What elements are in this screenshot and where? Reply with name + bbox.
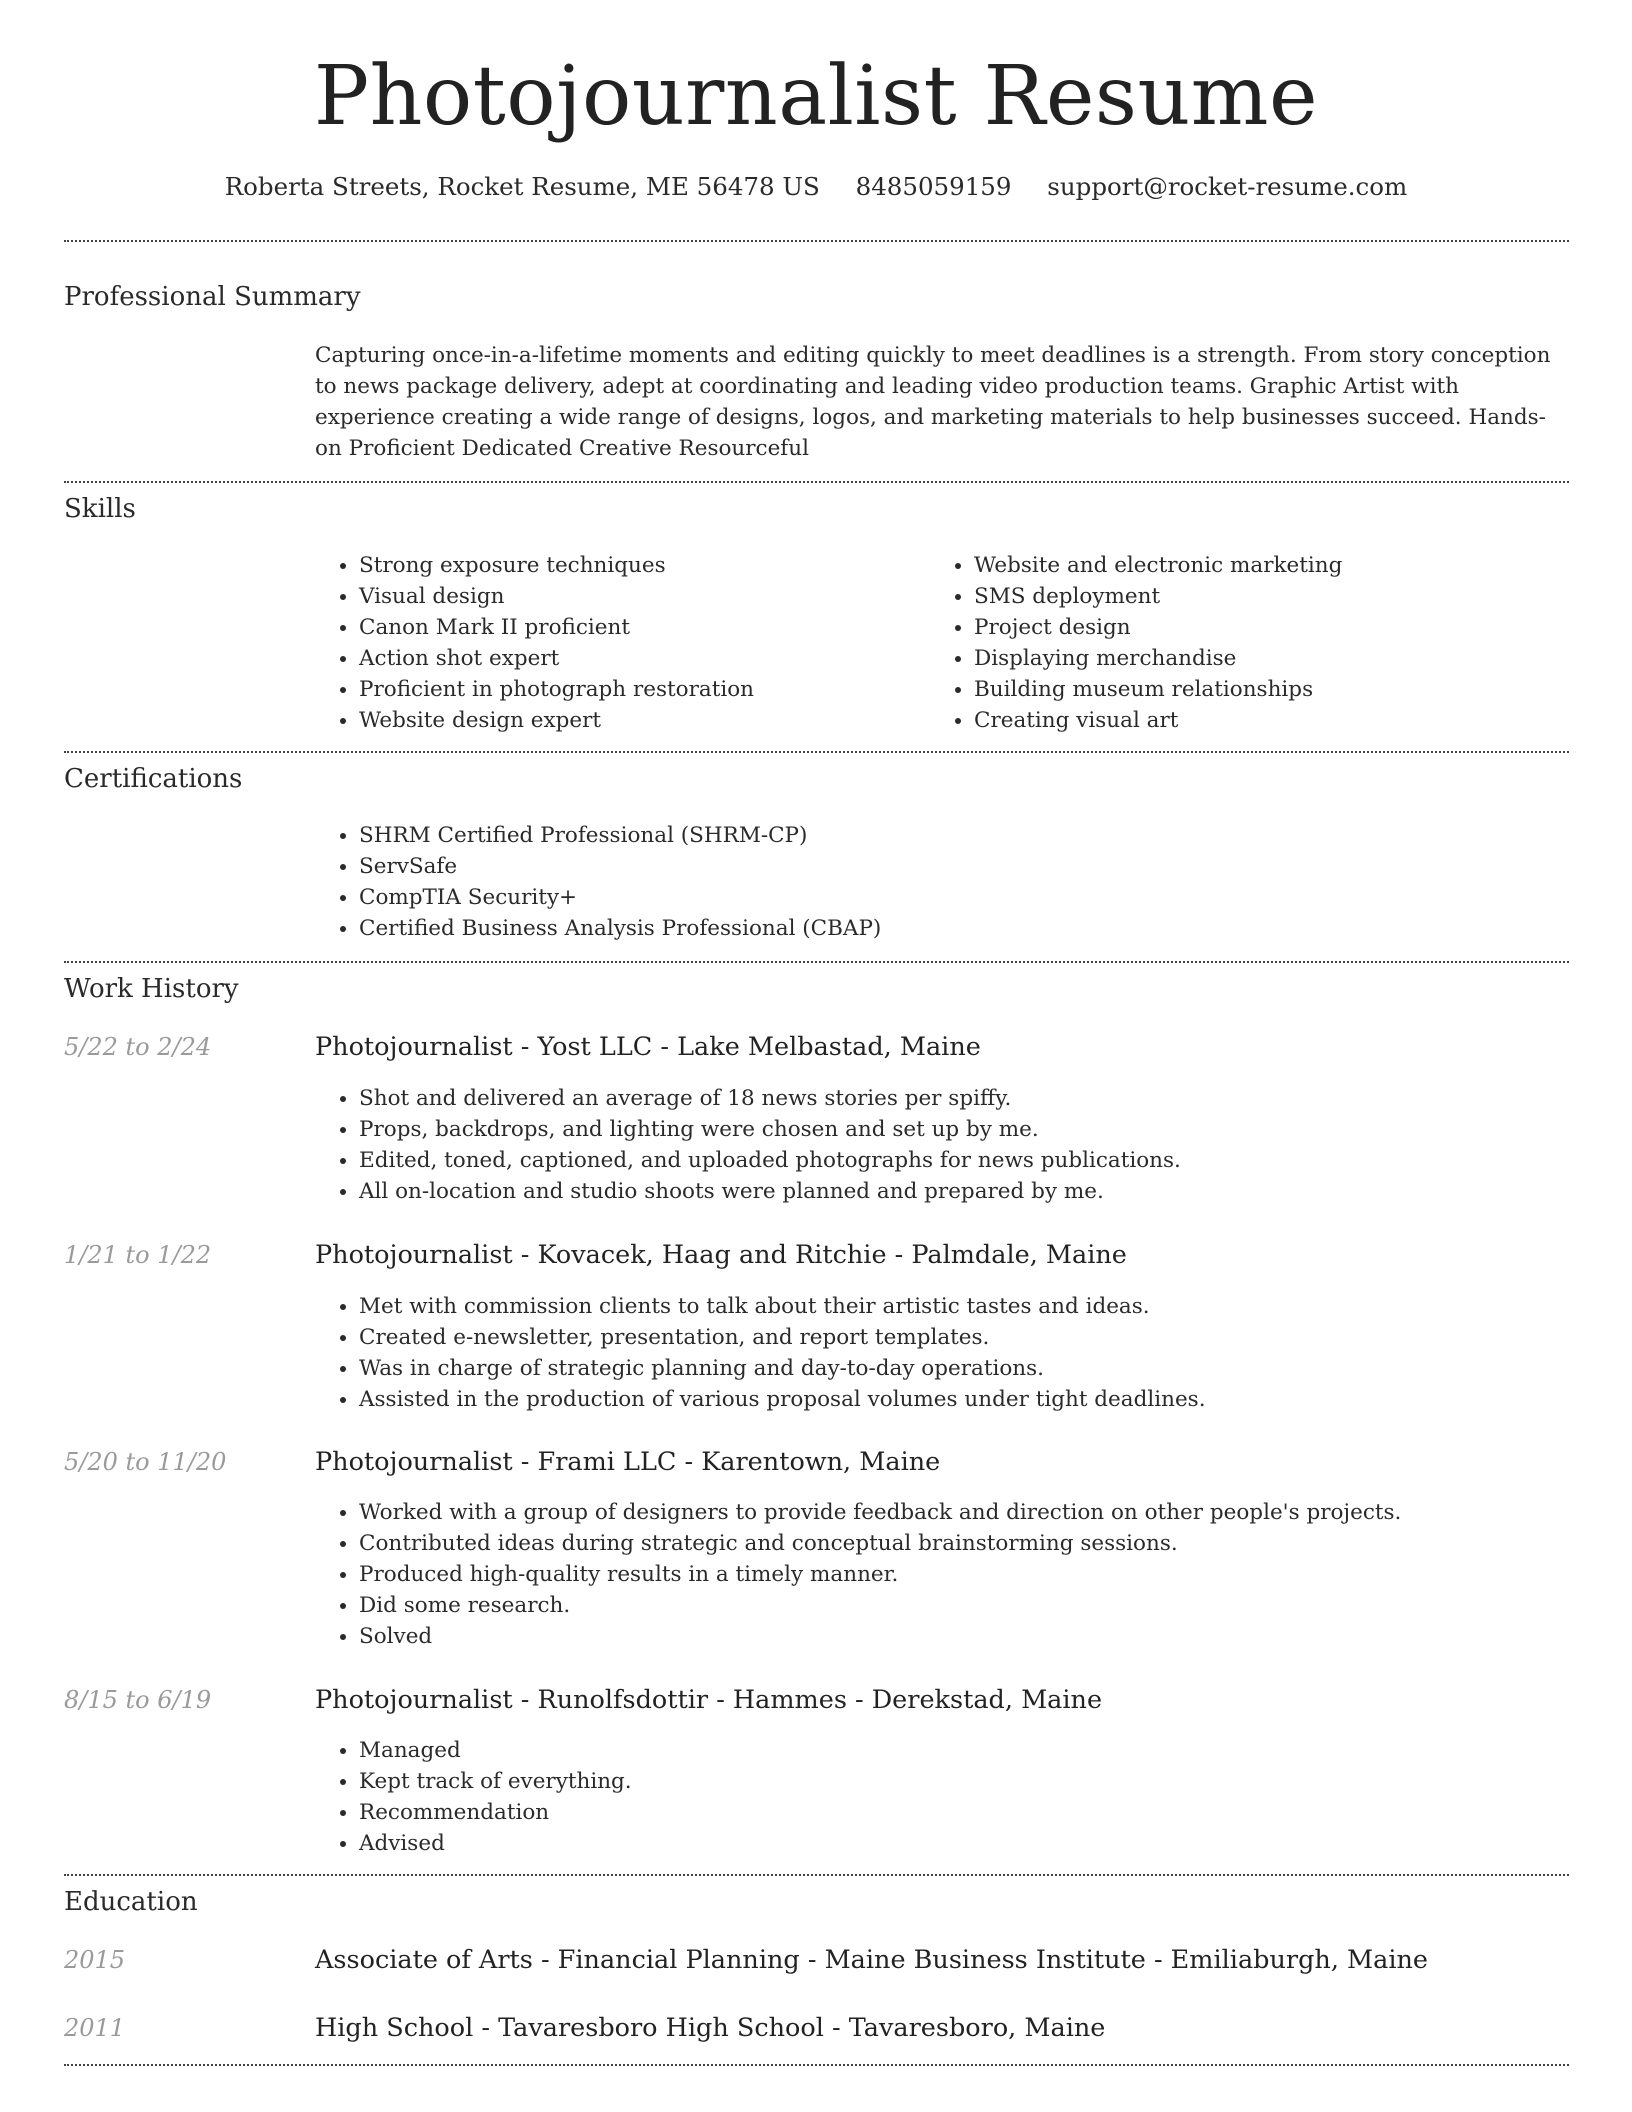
job-bullets bbox=[315, 1497, 1609, 1652]
list-item: • Met with commission clients to talk about their artistic tastes and ideas. bbox=[359, 1291, 1609, 1322]
divider bbox=[64, 1874, 1569, 1876]
list-item: • Building museum relationships bbox=[974, 674, 1574, 705]
list-item: • Managed bbox=[359, 1735, 1609, 1766]
list-item: • Was in charge of strategic planning and day-to-day operations. bbox=[359, 1353, 1609, 1384]
list-item: • Website design expert bbox=[359, 705, 919, 736]
certifications-list bbox=[315, 820, 1559, 944]
job-title: Photojournalist - Yost LLC - Lake Melbastad, Maine bbox=[315, 1032, 981, 1062]
job-title: Photojournalist - Frami LLC - Karentown, Maine bbox=[315, 1447, 941, 1477]
work-heading: Work History bbox=[64, 974, 239, 1004]
divider bbox=[64, 751, 1569, 753]
education-year: 2015 bbox=[64, 1946, 126, 1974]
certifications-heading: Certifications bbox=[64, 764, 243, 794]
divider bbox=[64, 240, 1569, 242]
job-date: 1/21 to 1/22 bbox=[64, 1241, 212, 1269]
contact-phone: 8485059159 bbox=[855, 172, 1012, 201]
list-item: • Edited, toned, captioned, and uploaded photographs for news publications. bbox=[359, 1145, 1609, 1176]
job-bullets bbox=[315, 1083, 1609, 1207]
list-item: • Did some research. bbox=[359, 1590, 1609, 1621]
skills-list-right bbox=[930, 550, 1574, 736]
job-bullets bbox=[315, 1735, 1609, 1859]
list-item: • Website and electronic marketing bbox=[974, 550, 1574, 581]
list-item: • Displaying merchandise bbox=[974, 643, 1574, 674]
job-title: Photojournalist - Kovacek, Haag and Ritchie - Palmdale, Maine bbox=[315, 1240, 1127, 1270]
list-item: • Worked with a group of designers to provide feedback and direction on other people's projects. bbox=[359, 1497, 1609, 1528]
list-item: • Shot and delivered an average of 18 news stories per spiffy. bbox=[359, 1083, 1609, 1114]
list-item: • Visual design bbox=[359, 581, 919, 612]
divider bbox=[64, 2064, 1569, 2066]
job-title: Photojournalist - Runolfsdottir - Hammes - Derekstad, Maine bbox=[315, 1685, 1103, 1715]
list-item: • Canon Mark II proficient bbox=[359, 612, 919, 643]
education-heading: Education bbox=[64, 1887, 198, 1917]
education-title: Associate of Arts - Financial Planning - Maine Business Institute - Emiliaburgh, Maine bbox=[315, 1945, 1429, 1975]
list-item: • Solved bbox=[359, 1621, 1609, 1652]
education-year: 2011 bbox=[64, 2014, 126, 2042]
divider bbox=[64, 961, 1569, 963]
list-item: • Strong exposure techniques bbox=[359, 550, 919, 581]
list-item: • SHRM Certified Professional (SHRM-CP) bbox=[359, 820, 1559, 851]
contact-line bbox=[0, 172, 1632, 201]
list-item: • Proficient in photograph restoration bbox=[359, 674, 919, 705]
list-item: • Certified Business Analysis Professional (CBAP) bbox=[359, 913, 1559, 944]
page-title: Photojournalist Resume bbox=[313, 49, 1319, 144]
list-item: • Project design bbox=[974, 612, 1574, 643]
list-item: • Created e-newsletter, presentation, and report templates. bbox=[359, 1322, 1609, 1353]
job-date: 8/15 to 6/19 bbox=[64, 1686, 212, 1714]
summary-heading: Professional Summary bbox=[64, 282, 361, 312]
list-item: • Recommendation bbox=[359, 1797, 1609, 1828]
list-item: • Action shot expert bbox=[359, 643, 919, 674]
list-item: • Assisted in the production of various proposal volumes under tight deadlines. bbox=[359, 1384, 1609, 1415]
divider bbox=[64, 481, 1569, 483]
list-item: • All on-location and studio shoots were planned and prepared by me. bbox=[359, 1176, 1609, 1207]
list-item: • CompTIA Security+ bbox=[359, 882, 1559, 913]
list-item: • Props, backdrops, and lighting were chosen and set up by me. bbox=[359, 1114, 1609, 1145]
job-bullets bbox=[315, 1291, 1609, 1415]
list-item: • Produced high-quality results in a timely manner. bbox=[359, 1559, 1609, 1590]
list-item: • Creating visual art bbox=[974, 705, 1574, 736]
contact-address: Roberta Streets, Rocket Resume, ME 56478 US bbox=[224, 172, 820, 201]
list-item: • SMS deployment bbox=[974, 581, 1574, 612]
summary-text: Capturing once-in-a-lifetime moments and editing quickly to meet deadlines is a strength. From story conception to news package delivery, adept at coordinating and leading video production teams. Graphic Artist with experience creating a wide range of designs, logos, and marketing materials to help businesses succeed. Hands-on Proficient Dedicated Creative Resourceful bbox=[315, 343, 1551, 461]
list-item: • ServSafe bbox=[359, 851, 1559, 882]
list-item: • Kept track of everything. bbox=[359, 1766, 1609, 1797]
contact-email[interactable]: support@rocket-resume.com bbox=[1047, 172, 1408, 201]
list-item: • Advised bbox=[359, 1828, 1609, 1859]
job-date: 5/20 to 11/20 bbox=[64, 1448, 227, 1476]
education-title: High School - Tavaresboro High School - Tavaresboro, Maine bbox=[315, 2013, 1106, 2043]
job-date: 5/22 to 2/24 bbox=[64, 1033, 212, 1061]
skills-heading: Skills bbox=[64, 494, 136, 524]
skills-list-left bbox=[315, 550, 919, 736]
list-item: • Contributed ideas during strategic and conceptual brainstorming sessions. bbox=[359, 1528, 1609, 1559]
